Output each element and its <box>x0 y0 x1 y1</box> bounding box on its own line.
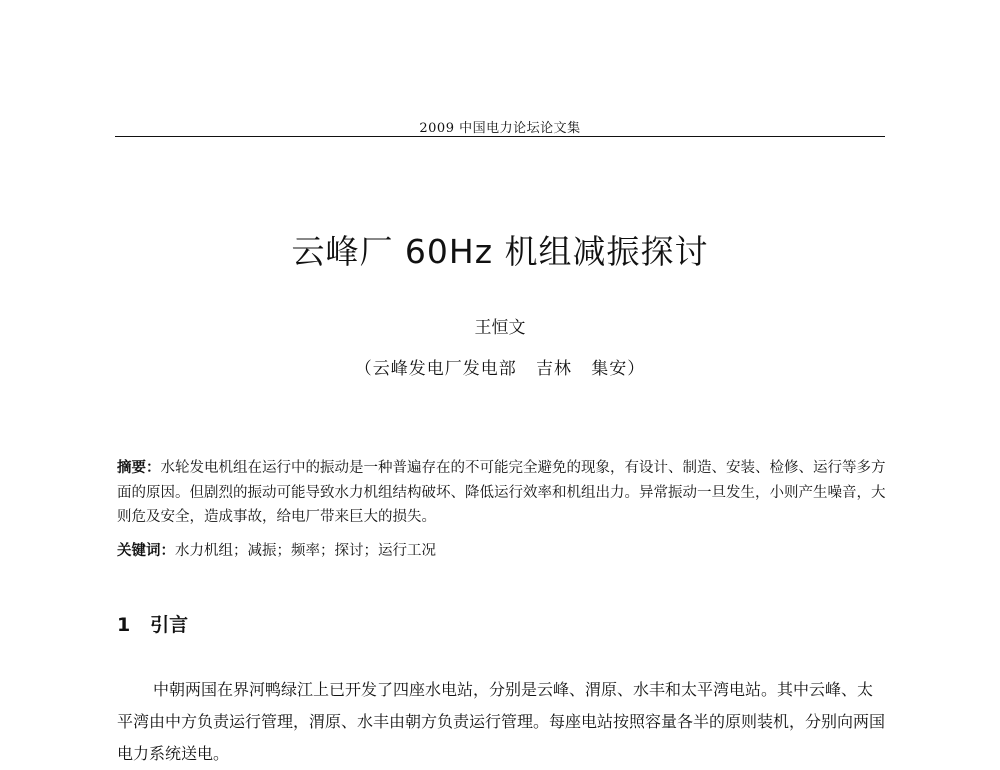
body-paragraph: 中朝两国在界河鸭绿江上已开发了四座水电站，分别是云峰、渭原、水丰和太平湾电站。其中云峰、太平湾由中方负责运行管理，渭原、水丰由朝方负责运行管理。每座电站按照容量各半的原则装机，分别向两国电力系统送电。 <box>117 680 886 763</box>
header-rule <box>115 136 885 137</box>
keywords <box>117 540 887 562</box>
keywords-text: 水力机组；减振；频率；探讨；运行工况 <box>175 543 436 559</box>
abstract-label: 摘要： <box>117 459 161 476</box>
running-header: 2009 中国电力论坛论文集 <box>419 121 581 136</box>
abstract-text: 水轮发电机组在运行中的振动是一种普遍存在的不可能完全避免的现象，有设计、制造、安装、检修、运行等多方面的原因。但剧烈的振动可能导致水力机组结构破坏、降低运行效率和机组出力。异常振动一旦发生，小则产生噪音，大则危及安全，造成事故，给电厂带来巨大的损失。 <box>117 460 886 525</box>
abstract <box>117 456 887 530</box>
author-name: 王恒文 <box>474 318 526 338</box>
paper-title: 云峰厂 60Hz 机组减振探讨 <box>291 232 709 271</box>
section-heading: 1 引言 <box>117 614 189 636</box>
keywords-label: 关键词： <box>117 542 175 559</box>
author-affiliation: （云峰发电厂发电部 吉林 集安） <box>354 359 646 379</box>
